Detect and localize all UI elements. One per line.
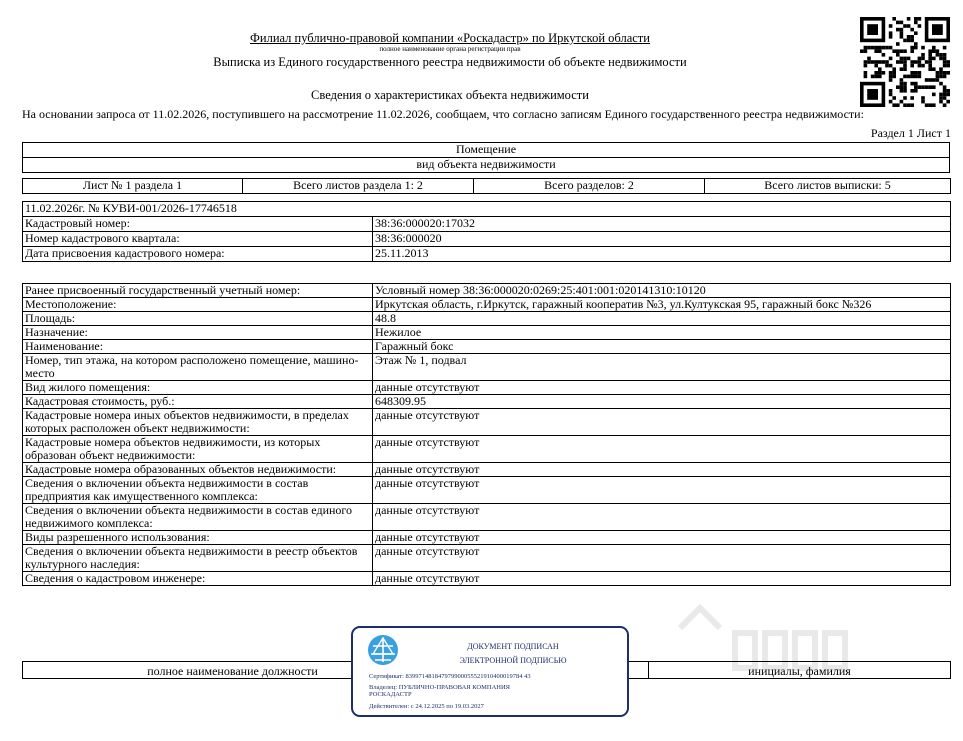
- row-value: данные отсутствуют: [373, 477, 951, 504]
- intro-text: На основании запроса от 11.02.2026, поступившего на рассмотрение 11.02.2026, сообщаем, что согласно записям Единого государственного реестра недвижимости:: [22, 107, 864, 121]
- org-name: Филиал публично-правовой компании «Роскадастр» по Иркутской области: [250, 31, 650, 45]
- table-row: [23, 395, 951, 409]
- table-row: [23, 298, 951, 312]
- stamp-valid: Действителен: с 24.12.2025 по 19.03.2027: [369, 703, 484, 710]
- table-row: [23, 312, 951, 326]
- sheet-number: Лист № 1 раздела 1: [23, 179, 243, 194]
- row-value: 25.11.2013: [373, 247, 951, 262]
- doc-title: Выписка из Единого государственного реестра недвижимости об объекте недвижимости: [213, 55, 687, 69]
- row-value: Гаражный бокс: [373, 340, 951, 354]
- row-value: Иркутская область, г.Иркутск, гаражный кооператив №3, ул.Култукская 95, гаражный бокс №326: [373, 298, 951, 312]
- row-label: Номер, тип этажа, на котором расположено помещение, машино-место: [23, 354, 373, 381]
- row-value: Этаж № 1, подвал: [373, 354, 951, 381]
- roskadastr-emblem-icon: [367, 634, 399, 666]
- doc-subtitle: Сведения о характеристиках объекта недвижимости: [311, 88, 589, 102]
- table-row: [23, 463, 951, 477]
- row-value: Нежилое: [373, 326, 951, 340]
- stamp-line2: ЭЛЕКТРОННОЙ ПОДПИСЬЮ: [459, 656, 567, 665]
- row-label: Кадастровые номера образованных объектов недвижимости:: [23, 463, 373, 477]
- object-type: Помещение: [23, 143, 950, 158]
- row-label: Сведения о кадастровом инженере:: [23, 572, 373, 586]
- qr-code-icon: [860, 17, 950, 107]
- table-row: [23, 436, 951, 463]
- row-label: Номер кадастрового квартала:: [23, 232, 373, 247]
- table-row: [23, 531, 951, 545]
- total-section-sheets: Всего листов раздела 1: 2: [243, 179, 474, 194]
- table-row: [23, 477, 951, 504]
- row-value: данные отсутствуют: [373, 463, 951, 477]
- record-number: 11.02.2026г. № КУВИ-001/2026-17746518: [23, 202, 951, 217]
- table-row: [23, 340, 951, 354]
- org-caption: полное наименование органа регистрации прав: [379, 45, 521, 53]
- row-value: данные отсутствуют: [373, 545, 951, 572]
- table-row: [23, 217, 951, 232]
- row-value: данные отсутствуют: [373, 531, 951, 545]
- table-row: [23, 572, 951, 586]
- row-value: 38:36:000020: [373, 232, 951, 247]
- row-value: данные отсутствуют: [373, 504, 951, 531]
- section-label: Раздел 1 Лист 1: [870, 126, 951, 140]
- ids-table: [22, 201, 951, 262]
- table-row: [23, 409, 951, 436]
- row-label: Вид жилого помещения:: [23, 381, 373, 395]
- row-value: данные отсутствуют: [373, 436, 951, 463]
- row-label: Местоположение:: [23, 298, 373, 312]
- row-label: Ранее присвоенный государственный учетный номер:: [23, 284, 373, 298]
- row-value: 48.8: [373, 312, 951, 326]
- row-label: Сведения о включении объекта недвижимости в состав предприятия как имущественного комплекса:: [23, 477, 373, 504]
- row-value: данные отсутствуют: [373, 381, 951, 395]
- characteristics-table: [22, 283, 951, 586]
- row-label: Кадастровый номер:: [23, 217, 373, 232]
- total-sections: Всего разделов: 2: [474, 179, 705, 194]
- sheets-table: [22, 178, 951, 194]
- table-row: [23, 354, 951, 381]
- row-label: Наименование:: [23, 340, 373, 354]
- row-value: 38:36:000020:17032: [373, 217, 951, 232]
- table-row: [23, 284, 951, 298]
- stamp-cert: Сертификат: 839971481847979900055521910400019784 43: [369, 673, 531, 680]
- row-value: данные отсутствуют: [373, 572, 951, 586]
- object-type-table: [22, 142, 950, 173]
- row-label: Назначение:: [23, 326, 373, 340]
- position-caption: полное наименование должности: [23, 662, 443, 679]
- row-label: Площадь:: [23, 312, 373, 326]
- row-value: Условный номер 38:36:000020:0269:25:401:001:020141310:10120: [373, 284, 951, 298]
- table-row: [23, 504, 951, 531]
- table-row: [23, 381, 951, 395]
- table-row: [23, 545, 951, 572]
- row-label: Кадастровые номера иных объектов недвижимости, в пределах которых расположен объект недвижимости:: [23, 409, 373, 436]
- row-value: 648309.95: [373, 395, 951, 409]
- table-row: [23, 326, 951, 340]
- row-label: Виды разрешенного использования:: [23, 531, 373, 545]
- row-label: Сведения о включении объекта недвижимости в реестр объектов культурного наследия:: [23, 545, 373, 572]
- row-label: Сведения о включении объекта недвижимости в состав единого недвижимого комплекса:: [23, 504, 373, 531]
- stamp-owner1: Владелец: ПУБЛИЧНО-ПРАВОВАЯ КОМПАНИЯ: [369, 684, 510, 691]
- total-extract-sheets: Всего листов выписки: 5: [705, 179, 951, 194]
- stamp-owner2: РОСКАДАСТР: [369, 691, 412, 698]
- object-type-caption: вид объекта недвижимости: [23, 158, 950, 173]
- row-label: Кадастровая стоимость, руб.:: [23, 395, 373, 409]
- table-row: [23, 247, 951, 262]
- e-signature-stamp: [351, 626, 629, 717]
- name-caption: инициалы, фамилия: [649, 662, 951, 679]
- stamp-line1: ДОКУМЕНТ ПОДПИСАН: [467, 642, 559, 651]
- row-label: Кадастровые номера объектов недвижимости, из которых образован объект недвижимости:: [23, 436, 373, 463]
- table-row: [23, 232, 951, 247]
- row-label: Дата присвоения кадастрового номера:: [23, 247, 373, 262]
- row-value: данные отсутствуют: [373, 409, 951, 436]
